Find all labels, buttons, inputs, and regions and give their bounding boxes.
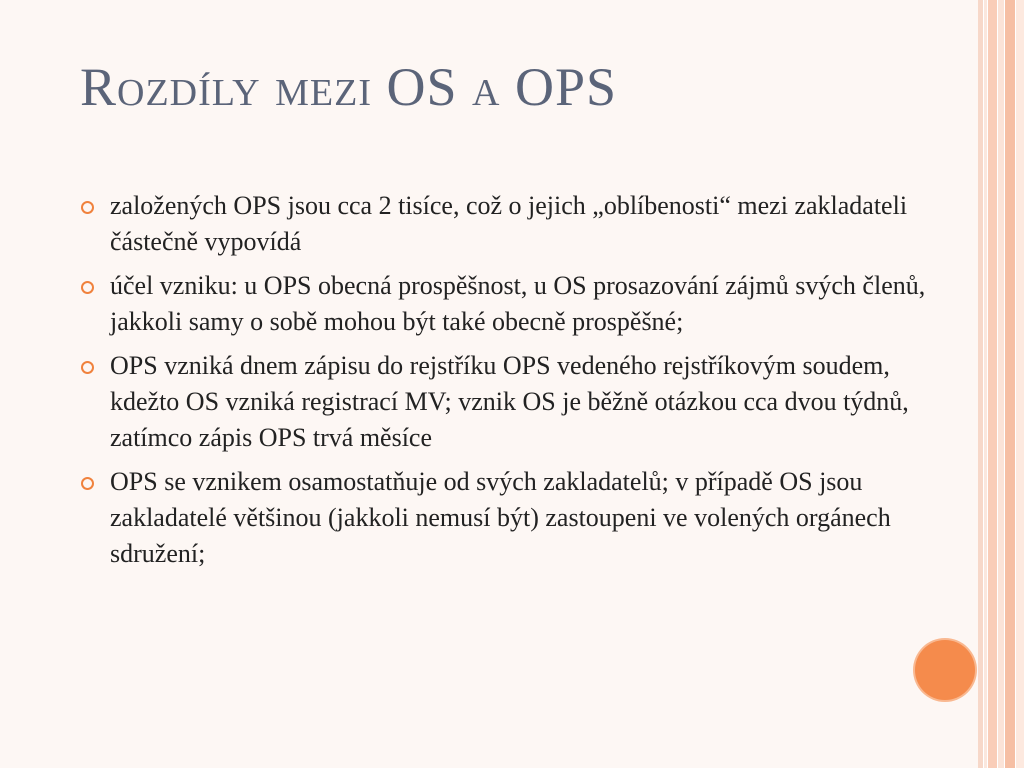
bullet-circle-icon: [81, 201, 94, 214]
bullet-text: OPS vzniká dnem zápisu do rejstříku OPS vedeného rejstříkovým soudem, kdežto OS vzniká registrací MV; vznik OS je běžně otázkou cca dvou týdnů, zatímco zápis OPS trvá měsíce: [110, 351, 909, 452]
bullet-text: založených OPS jsou cca 2 tisíce, což o jejich „oblíbenosti“ mezi zakladateli částečně vypovídá: [110, 191, 908, 256]
bullet-text: účel vzniku: u OPS obecná prospěšnost, u OS prosazování zájmů svých členů, jakkoli samy o sobě mohou být také obecně prospěšné;: [110, 271, 926, 336]
bullet-circle-icon: [81, 281, 94, 294]
bullet-list: [80, 188, 930, 580]
bullet-item: [80, 464, 930, 572]
decorative-stripe: [998, 0, 1004, 768]
decorative-circle: [915, 640, 975, 700]
bullet-circle-icon: [81, 477, 94, 490]
decorative-stripe: [988, 0, 997, 768]
bullet-circle-icon: [81, 361, 94, 374]
bullet-item: [80, 188, 930, 260]
decorative-stripe: [1016, 0, 1024, 768]
bullet-text: OPS se vznikem osamostatňuje od svých zakladatelů; v případě OS jsou zakladatelé většinou (jakkoli nemusí být) zastoupeni ve volených orgánech sdružení;: [110, 467, 891, 568]
slide-title: Rozdíly mezi OS a OPS: [80, 57, 618, 117]
bullet-item: [80, 268, 930, 340]
decorative-stripe: [984, 0, 987, 768]
bullet-item: [80, 348, 930, 456]
decorative-stripe: [1005, 0, 1015, 768]
decorative-stripe: [978, 0, 983, 768]
